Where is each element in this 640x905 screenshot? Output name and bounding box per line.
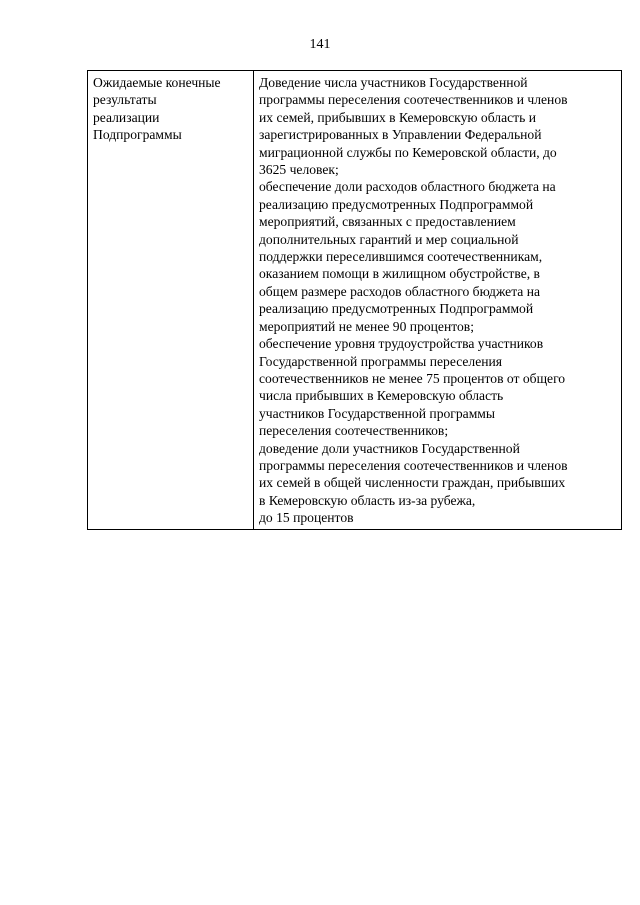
- page-number: 141: [309, 37, 331, 52]
- value-line: доведение доли участников Государственной: [259, 440, 520, 456]
- value-line: 3625 человек;: [259, 162, 339, 178]
- label-cell: [88, 71, 254, 530]
- value-line: Доведение числа участников Государственной: [259, 75, 528, 90]
- label-line: Подпрограммы: [93, 127, 182, 143]
- value-cell: [254, 71, 622, 530]
- value-line: мероприятий, связанных с предоставлением: [259, 214, 516, 230]
- value-line: мероприятий не менее 90 процентов;: [259, 318, 474, 334]
- value-line: в Кемеровскую область из-за рубежа,: [259, 492, 476, 508]
- value-line: Государственной программы переселения: [259, 353, 503, 369]
- value-line: миграционной службы по Кемеровской области, до: [259, 144, 557, 160]
- value-line: программы переселения соотечественников и членов: [259, 92, 568, 108]
- value-line: их семей, прибывших в Кемеровскую область и: [259, 109, 536, 125]
- label-line: Ожидаемые конечные: [93, 75, 221, 90]
- value-line: до 15 процентов: [259, 510, 354, 526]
- value-line: обеспечение доли расходов областного бюджета на: [259, 179, 556, 195]
- label-line: результаты: [93, 92, 157, 108]
- value-line: их семей в общей численности граждан, прибывших: [259, 475, 566, 491]
- value-line: оказанием помощи в жилищном обустройстве, в: [259, 266, 540, 282]
- value-line: участников Государственной программы: [259, 405, 496, 421]
- table-row: [88, 71, 622, 530]
- label-line: реализации: [93, 109, 160, 125]
- value-line: соотечественников не менее 75 процентов от общего: [259, 370, 566, 386]
- value-line: обеспечение уровня трудоустройства участников: [259, 336, 544, 352]
- value-line: программы переселения соотечественников и членов: [259, 457, 568, 473]
- value-line: дополнительных гарантий и мер социальной: [259, 231, 519, 247]
- value-line: реализацию предусмотренных Подпрограммой: [259, 196, 534, 212]
- value-line: общем размере расходов областного бюджета на: [259, 283, 541, 299]
- value-line: числа прибывших в Кемеровскую область: [259, 388, 504, 404]
- value-line: зарегистрированных в Управлении Федеральной: [259, 127, 542, 143]
- results-table: [87, 70, 622, 530]
- value-line: реализацию предусмотренных Подпрограммой: [259, 301, 534, 317]
- value-line: переселения соотечественников;: [259, 423, 449, 439]
- value-line: поддержки переселившимся соотечественникам,: [259, 249, 543, 265]
